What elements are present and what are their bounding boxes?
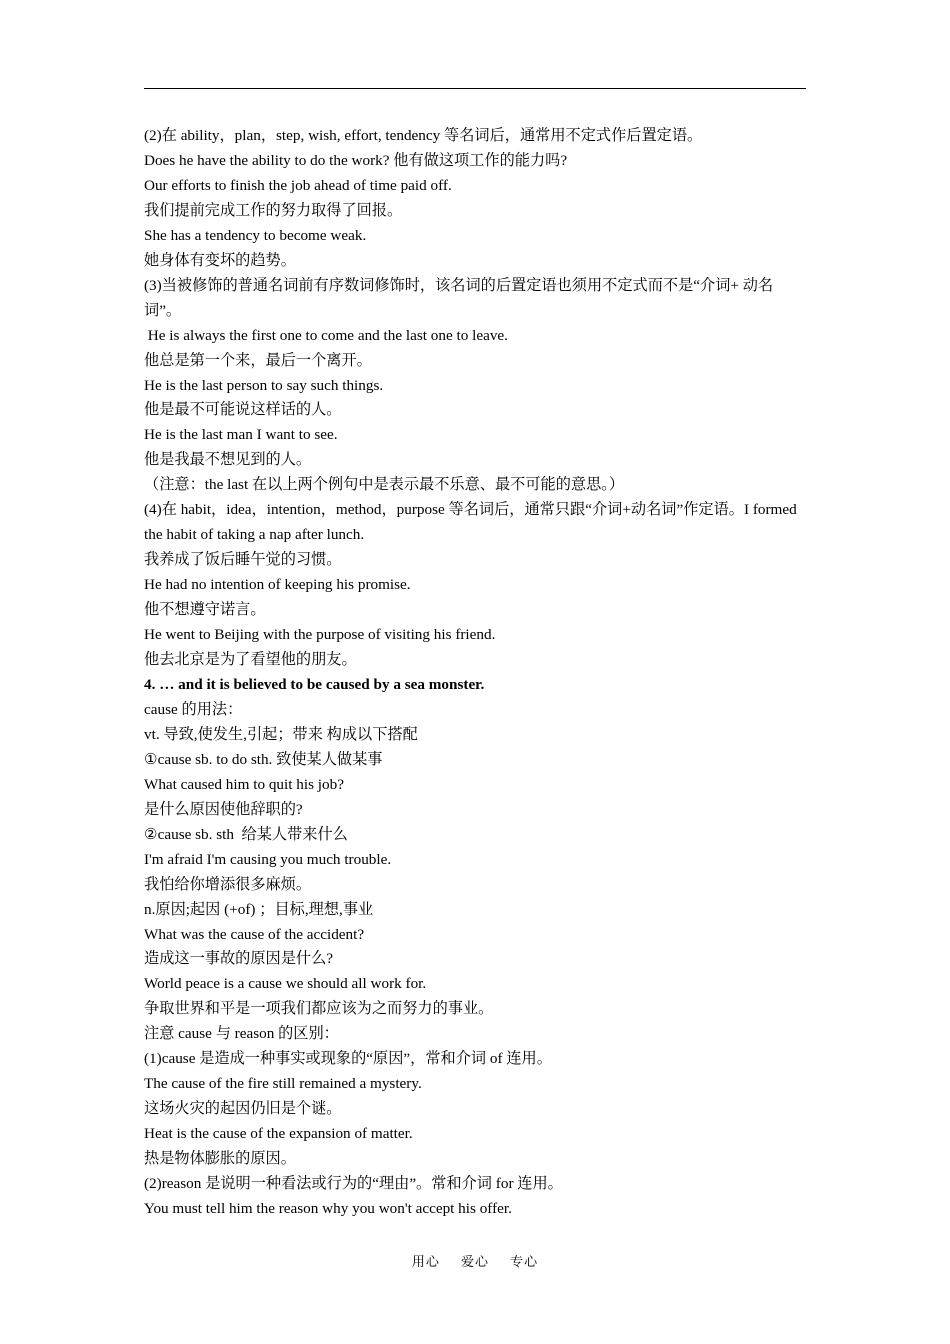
translation-line: 造成这一事故的原因是什么? <box>144 950 333 968</box>
example-line: Does he have the ability to do the work? 他有做这项工作的能力吗? <box>144 151 568 169</box>
example-line: She has a tendency to become weak. <box>144 226 367 244</box>
document-body <box>144 124 808 1222</box>
example-line: The cause of the fire still remained a mystery. <box>144 1075 422 1093</box>
translation-line: 他不想遵守诺言。 <box>144 601 266 619</box>
translation-line: 我怕给你增添很多麻烦。 <box>144 875 312 893</box>
translation-line: 他去北京是为了看望他的朋友。 <box>144 651 357 669</box>
example-line: He is the last person to say such things. <box>144 376 384 394</box>
example-line: World peace is a cause we should all work for. <box>144 975 427 993</box>
page-footer <box>0 1251 950 1270</box>
collocation-2: ②cause sb. sth 给某人带来什么 <box>144 825 348 843</box>
example-line: Heat is the cause of the expansion of matter. <box>144 1125 413 1143</box>
example-line: He had no intention of keeping his promise. <box>144 576 411 594</box>
translation-line: 他是我最不想见到的人。 <box>144 451 312 469</box>
translation-line: 我们提前完成工作的努力取得了回报。 <box>144 201 403 219</box>
example-line: He is the last man I want to see. <box>144 426 338 444</box>
translation-line: 他是最不可能说这样话的人。 <box>144 401 342 419</box>
translation-line: 是什么原因使他辞职的? <box>144 800 303 818</box>
example-line: Our efforts to finish the job ahead of time paid off. <box>144 176 452 194</box>
note-2-heading: (2)在 ability，plan，step, wish, effort, tendency 等名词后，通常用不定式作后置定语。 <box>144 127 703 144</box>
translation-line: 他总是第一个来，最后一个离开。 <box>144 351 372 369</box>
translation-line: 这场火灾的起因仍旧是个谜。 <box>144 1100 342 1118</box>
note-3-heading: (3)当被修饰的普通名词前有序数词修饰时，该名词的后置定语也须用不定式而不是“介词+ 动名词”。 <box>144 276 774 319</box>
usage-note: （注意：the last 在以上两个例句中是表示最不乐意、最不可能的意思。） <box>144 476 625 494</box>
translation-line: 争取世界和平是一项我们都应该为之而努力的事业。 <box>144 1000 494 1018</box>
cause-usage-title: cause 的用法： <box>144 700 243 718</box>
header-rule <box>144 88 806 89</box>
example-line: What caused him to quit his job? <box>144 775 344 793</box>
footer-word: 用心 <box>411 1255 440 1270</box>
collocation-1: ①cause sb. to do sth. 致使某人做某事 <box>144 750 383 768</box>
cause-verb-definition: vt. 导致,使发生,引起；带来 构成以下搭配 <box>144 725 418 743</box>
example-line: I'm afraid I'm causing you much trouble. <box>144 850 392 868</box>
footer-word: 专心 <box>510 1255 539 1270</box>
translation-line: 我养成了饭后睡午觉的习惯。 <box>144 551 342 569</box>
translation-line: 热是物体膨胀的原因。 <box>144 1150 296 1168</box>
cause-noun-definition: n.原因;起因 (+of) ；目标,理想,事业 <box>144 900 374 918</box>
comparison-title: 注意 cause 与 reason 的区别： <box>144 1025 339 1043</box>
example-line: He is always the first one to come and the last one to leave. <box>144 326 508 344</box>
note-4-heading: (4)在 habit，idea，intention，method，purpose 等名词后，通常只跟“介词+动名词”作定语。I formed the habit of taking a nap after lunch. <box>144 501 797 544</box>
section-4-heading: 4. … and it is believed to be caused by a sea monster. <box>144 675 485 693</box>
example-line: You must tell him the reason why you won't accept his offer. <box>144 1199 512 1217</box>
example-line: He went to Beijing with the purpose of visiting his friend. <box>144 626 496 644</box>
example-line: What was the cause of the accident? <box>144 925 365 943</box>
comparison-point-1: (1)cause 是造成一种事实或现象的“原因”，常和介词 of 连用。 <box>144 1050 552 1068</box>
comparison-point-2: (2)reason 是说明一种看法或行为的“理由”。常和介词 for 连用。 <box>144 1175 563 1193</box>
translation-line: 她身体有变坏的趋势。 <box>144 251 296 269</box>
footer-word: 爱心 <box>460 1255 489 1270</box>
